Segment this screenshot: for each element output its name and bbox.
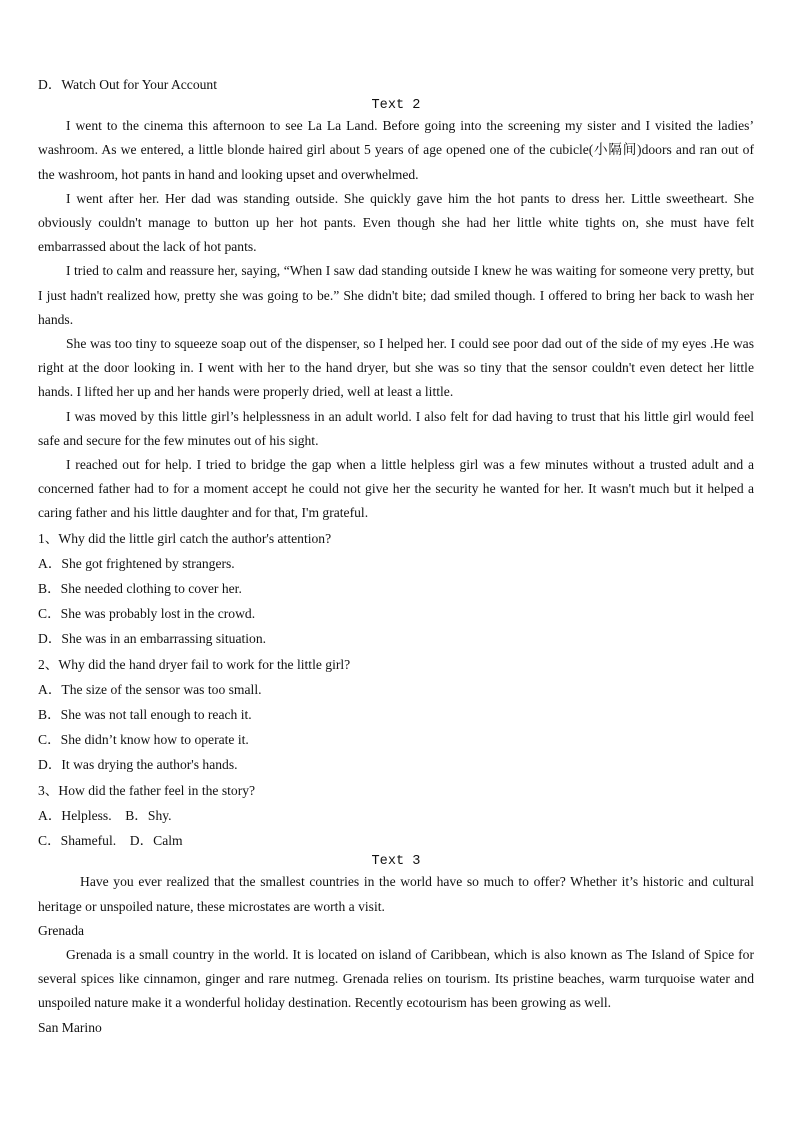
question-2 — [38, 652, 754, 778]
answer-option: B．She needed clothing to cover her. — [38, 581, 242, 597]
answer-option: A．She got frightened by strangers. — [38, 555, 235, 571]
section-heading: Grenada — [38, 922, 85, 938]
text2-passage — [38, 114, 754, 525]
text2-paragraph: I tried to calm and reassure her, saying, “When I saw dad standing outside I knew he was waiting for someone very pretty, but I just hadn't realized how, pretty she was going to be.” She didn't bite; dad smiled though. I offered to bring her back to wash her hands. — [38, 263, 754, 327]
section-heading: San Marino — [38, 1019, 102, 1035]
text2-paragraph: I was moved by this little girl’s helplessness in an adult world. I also felt for dad having to trust that his little girl would feel safe and secure for the few minutes out of his sight. — [38, 408, 754, 448]
text3-passage — [38, 870, 754, 1039]
answer-option: C．She didn’t know how to operate it. — [38, 732, 249, 748]
text2-paragraph: I went after her. Her dad was standing outside. She quickly gave him the hot pants to dress her. Little sweetheart. She obviously couldn't manage to button up her hot pants. Even though she had her little white tights on, she must have felt embarrassed about the lack of hot pants. — [38, 190, 754, 255]
text2-paragraph: She was too tiny to squeeze soap out of the dispenser, so I helped her. I could see poor dad out of the side of my eyes .He was right at the door looking in. I went with her to the hand dryer, but she was so tiny that the sensor couldn't even detect her little hands. I lifted her up and her hands were properly dried, well at least a little. — [38, 336, 754, 400]
text2-title: Text 2 — [371, 98, 421, 114]
question-stem: 3、How did the father feel in the story? — [38, 782, 256, 798]
section-body: Grenada is a small country in the world. It is located on island of Caribbean, which is also known as The Island of Spice for several spices like cinnamon, ginger and rare nutmeg. Grenada relies on tourism. Its pristine beaches, warm turquoise water and unspoiled nature make it a wonderful holiday destination. Recently ecotourism has been growing as well. — [38, 946, 754, 1011]
text1-option-d: D．Watch Out for Your Account — [38, 77, 218, 92]
question-1 — [38, 526, 754, 652]
question-stem: 2、Why did the hand dryer fail to work for the little girl? — [38, 656, 351, 672]
exam-page — [38, 73, 754, 1040]
question-stem: 1、Why did the little girl catch the author's attention? — [38, 530, 332, 546]
text3-title: Text 3 — [371, 854, 421, 870]
answer-option: D．It was drying the author's hands. — [38, 757, 238, 773]
text2-questions — [38, 526, 754, 854]
answer-option: D．She was in an embarrassing situation. — [38, 631, 267, 647]
question-3 — [38, 778, 754, 854]
answer-option: A．The size of the sensor was too small. — [38, 681, 262, 697]
text2-paragraph: I went to the cinema this afternoon to see La La Land. Before going into the screening my sister and I visited the ladies’ washroom. As we entered, a little blonde haired girl about 5 years of age opened one of the cubicle(小隔间)doors and ran out of the washroom, hot pants in hand and looking upset and overwhelmed. — [38, 118, 754, 182]
answer-option: B．She was not tall enough to reach it. — [38, 707, 252, 723]
text2-paragraph: I reached out for help. I tried to bridge the gap when a little helpless girl was a few minutes without a trusted adult and a concerned father had to for a moment accept he could not give her the security he wanted for her. It wasn't much but it helped a caring father and his little daughter and for that, I'm grateful. — [38, 457, 754, 521]
answer-option: C．She was probably lost in the crowd. — [38, 606, 256, 622]
text3-intro: Have you ever realized that the smallest countries in the world have so much to offer? Whether it’s historic and cultural heritage or unspoiled nature, these microstates are worth a visit. — [38, 874, 754, 914]
answer-option-row: A．Helpless. B．Shy. — [38, 807, 172, 823]
answer-option-row: C．Shameful. D．Calm — [38, 833, 183, 849]
